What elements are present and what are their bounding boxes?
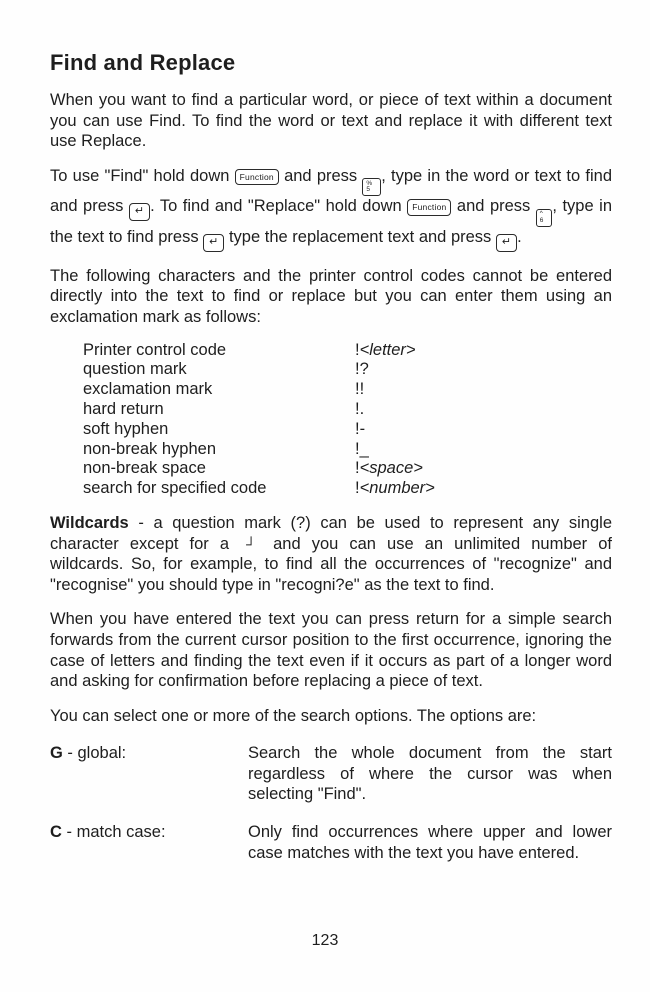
code-label: exclamation mark: [83, 380, 213, 399]
option-name: - global:: [62, 744, 127, 763]
wildcards-label: Wildcards: [50, 513, 129, 532]
instructions-text: To use "Find" hold down: [50, 166, 235, 185]
code-value-italic: <space>: [359, 459, 423, 478]
code-plain: !-: [355, 419, 366, 438]
code-plain: !_: [355, 439, 369, 458]
table-row: [83, 459, 612, 479]
option-name: - match case:: [61, 823, 166, 842]
paragraph-intro: When you want to find a particular word, or piece of text within a document you can use Find. To find the word or text and replace it with different text use Replace.: [50, 91, 612, 151]
page-title: Find and Replace: [50, 50, 236, 75]
page-number: 123: [311, 932, 339, 949]
code-plain: !.: [355, 399, 365, 418]
table-row: [83, 479, 612, 499]
code-label: non-break hyphen: [83, 439, 217, 458]
key-5-label: 5: [366, 186, 371, 194]
code-value-italic: <letter>: [359, 340, 416, 359]
code-plain: !: [355, 479, 360, 498]
function-key-icon: [407, 199, 451, 216]
option-label: [50, 822, 248, 863]
code-value: [355, 479, 435, 499]
function-key-label: Function: [412, 202, 447, 213]
instructions-text: .: [517, 227, 522, 246]
code-plain: !!: [355, 380, 365, 399]
table-row: [83, 380, 612, 400]
return-key-icon: ↵: [203, 234, 224, 252]
code-label: Printer control code: [83, 340, 227, 359]
wildcards-text: and you can use an unlimited number of wildcards. So, for example, to find all the occurrences of "recognize" and "recognise" you should type in "recogni?e" as the text to find.: [50, 534, 612, 594]
search-option-global: [50, 743, 612, 805]
code-plain: !: [355, 340, 360, 359]
table-row: [83, 360, 612, 380]
table-row: [83, 400, 612, 420]
code-value: [355, 440, 369, 460]
paragraph-wildcards: [50, 513, 612, 595]
paragraph-instructions: [50, 166, 612, 252]
search-option-match-case: [50, 822, 612, 863]
instructions-text: . To find and "Replace" hold down: [150, 197, 408, 216]
code-label: hard return: [83, 399, 164, 418]
code-label: question mark: [83, 360, 187, 379]
code-label: non-break space: [83, 459, 206, 478]
code-plain: !: [355, 459, 360, 478]
paragraph-control-codes: The following characters and the printer control codes cannot be entered directly into the text to find or replace but you can enter them using an exclamation mark as follows:: [50, 266, 612, 326]
key-5-icon: [362, 178, 381, 196]
option-description: Only find occurrences where upper and lower case matches with the text you have entered.: [248, 823, 612, 862]
code-value: [355, 459, 423, 479]
wildcards-text: - a question mark (?) can be used to represent any single character except for a: [50, 513, 612, 553]
code-plain: !?: [355, 360, 369, 379]
option-key-letter: C: [50, 823, 62, 842]
option-key-letter: G: [50, 744, 63, 763]
character-codes-table: [83, 341, 612, 499]
instructions-text: , type in the text to find press: [50, 197, 612, 246]
return-key-icon: ↵: [129, 203, 150, 221]
paragraph-search-behavior: When you have entered the text you can press return for a simple search forwards from the current cursor position to the first occurrence, ignoring the case of letters and finding the text even if it occurs as part of a longer word and asking for confirmation before replacing a piece of text.: [50, 610, 612, 691]
code-value: [355, 380, 364, 400]
option-description: Search the whole document from the start regardless of where the cursor was when selecting "Find".: [248, 744, 612, 804]
instructions-text: and press: [278, 166, 363, 185]
instructions-text: , type in the word or text to find and press: [50, 166, 612, 216]
code-value: [355, 341, 416, 361]
table-row: [83, 440, 612, 460]
instructions-text: and press: [451, 197, 536, 216]
key-6-shift-label: ^: [539, 210, 543, 218]
table-row: [83, 341, 612, 361]
option-label: [50, 743, 248, 805]
function-key-icon: [235, 169, 279, 186]
code-value: [355, 400, 364, 420]
key-5-shift-label: %: [366, 179, 373, 187]
key-6-label: 6: [539, 216, 544, 224]
code-label: soft hyphen: [83, 419, 169, 438]
code-value: [355, 420, 365, 440]
key-6-icon: [536, 209, 553, 227]
code-label: search for specified code: [83, 479, 267, 498]
return-key-icon: ↵: [496, 234, 517, 252]
code-value-italic: <number>: [359, 479, 435, 498]
paragraph-options-intro: You can select one or more of the search options. The options are:: [50, 706, 537, 725]
return-symbol-icon: ┘: [246, 535, 257, 552]
code-value: [355, 360, 369, 380]
function-key-label: Function: [239, 171, 274, 182]
table-row: [83, 420, 612, 440]
instructions-text: type the replacement text and press: [224, 227, 496, 246]
